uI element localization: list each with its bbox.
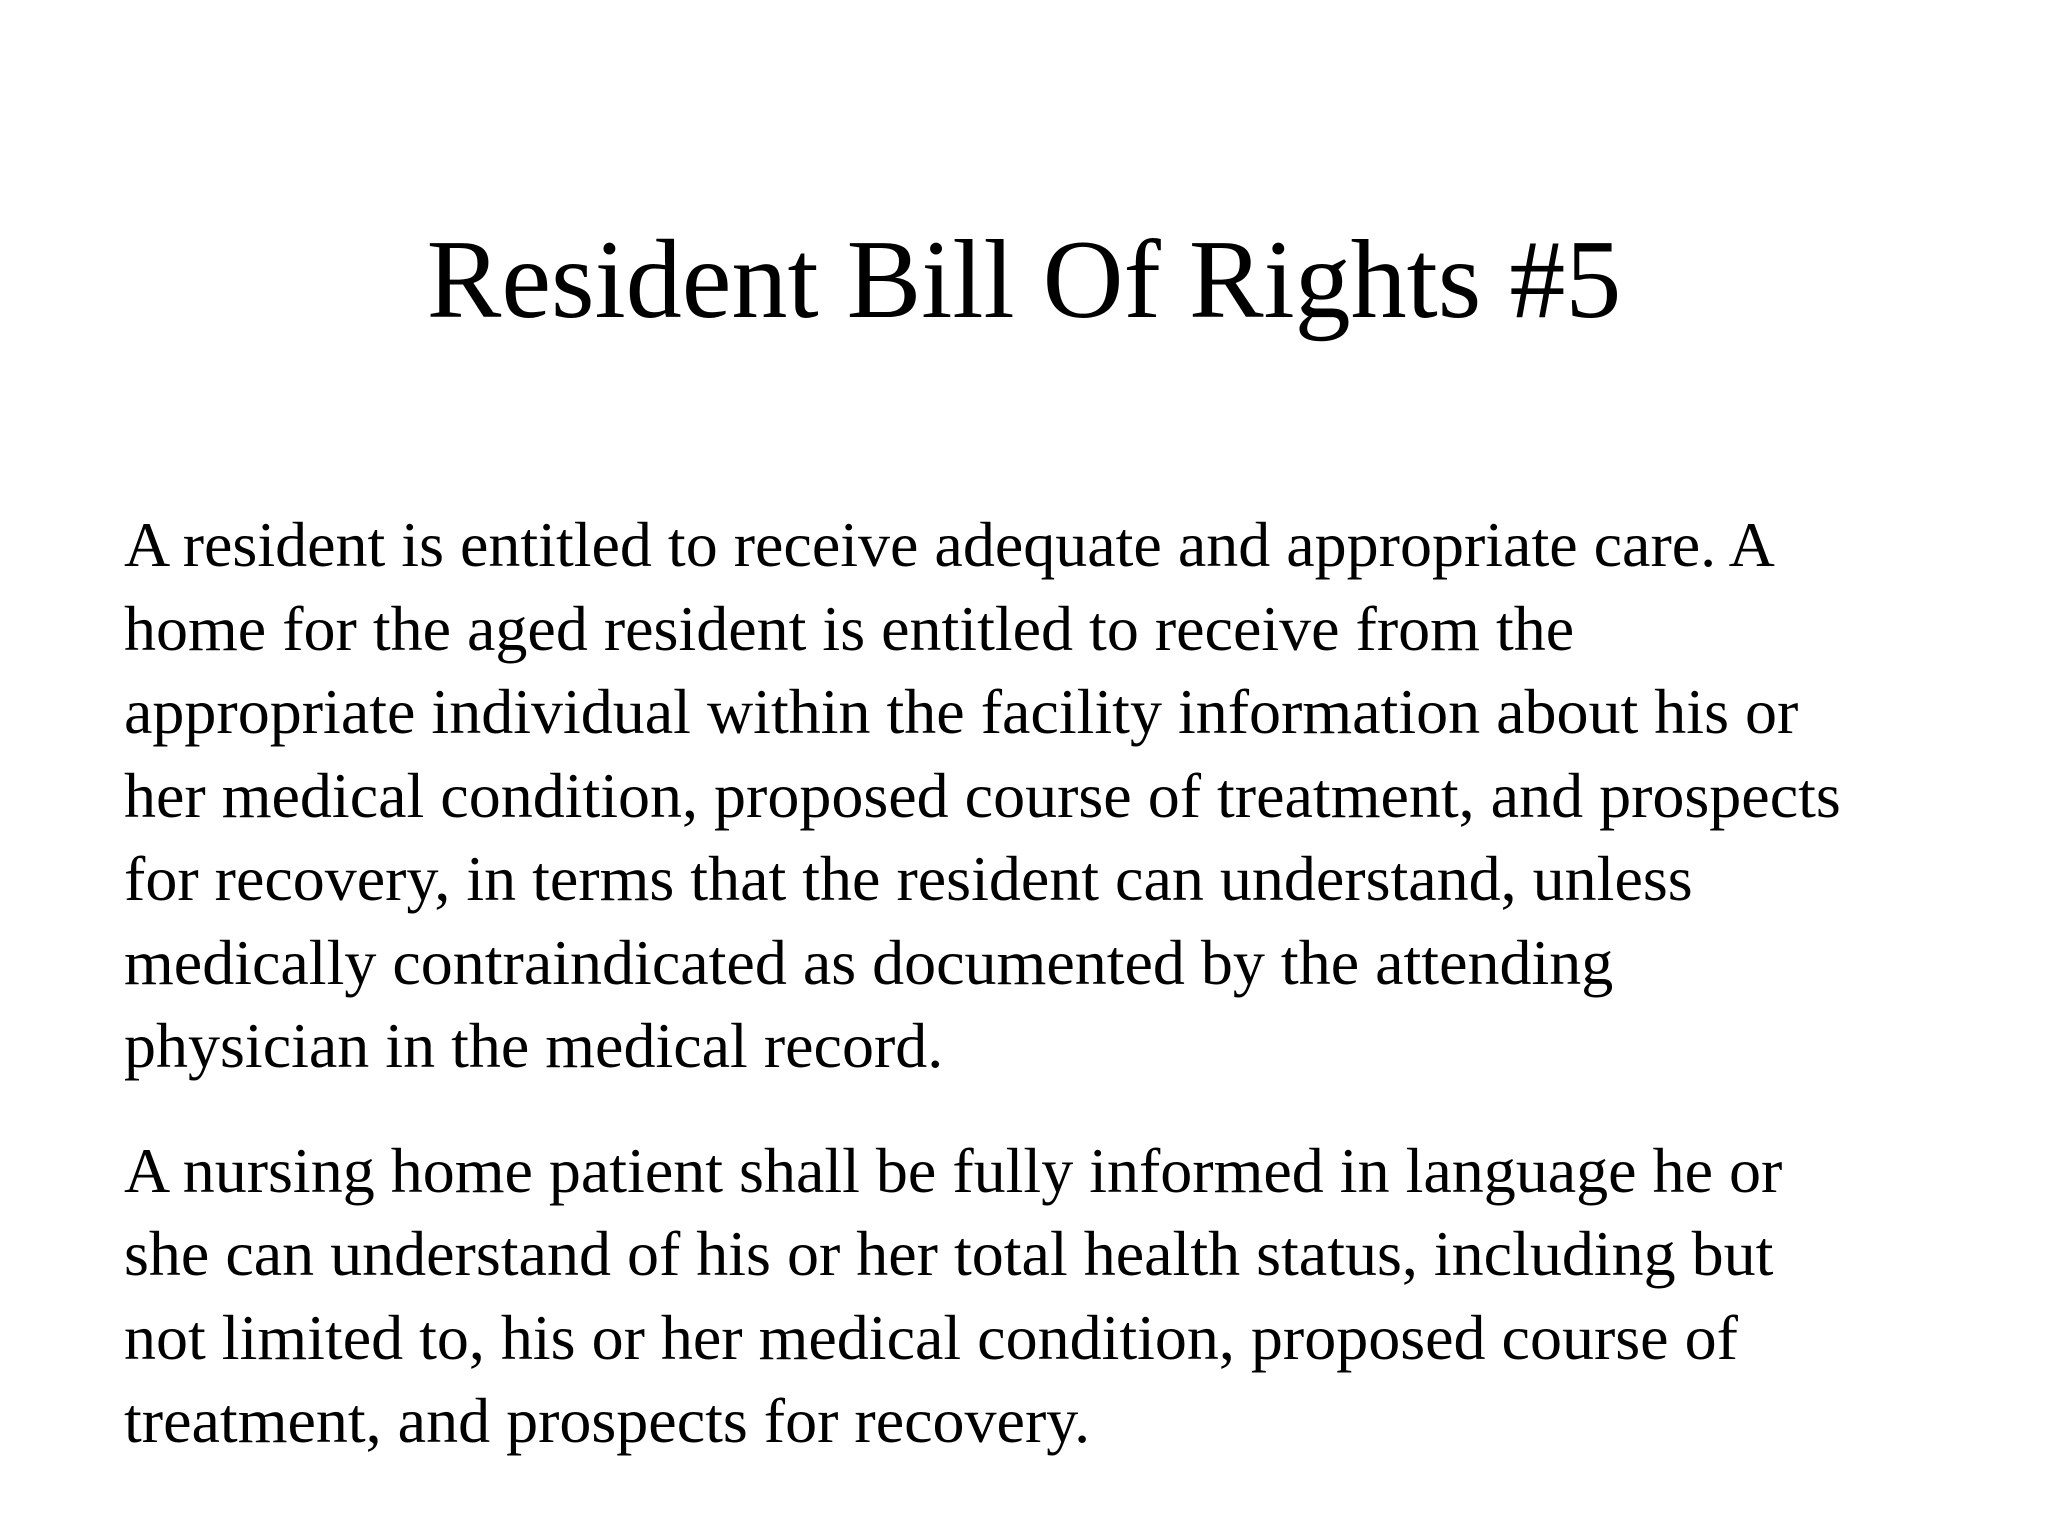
paragraph-nursing-home [124,1129,2024,1463]
paragraph-line: A resident is entitled to receive adequate and appropriate care. A [124,509,1775,580]
paragraph-line: her medical condition, proposed course of treatment, and prospects [124,759,1841,831]
paragraph-line: for recovery, in terms that the resident can understand, unless [124,843,1693,914]
paragraph-line: not limited to, his or her medical condition, proposed course of [124,1301,1738,1373]
paragraph-resident-care [124,503,2024,1088]
slide-body [124,503,2024,1463]
paragraph-line: A nursing home patient shall be fully informed in language he or [124,1134,1783,1206]
paragraph-line: physician in the medical record. [124,1010,944,1081]
paragraph-line: home for the aged resident is entitled to receive from the [124,592,1575,664]
paragraph-line: she can understand of his or her total health status, including but [124,1218,1774,1289]
paragraph-line: medically contraindicated as documented by the attending [124,926,1614,998]
slide-title: Resident Bill Of Rights #5 [426,218,1622,342]
paragraph-line: treatment, and prospects for recovery. [124,1385,1091,1456]
paragraph-line: appropriate individual within the facility information about his or [124,676,1799,747]
